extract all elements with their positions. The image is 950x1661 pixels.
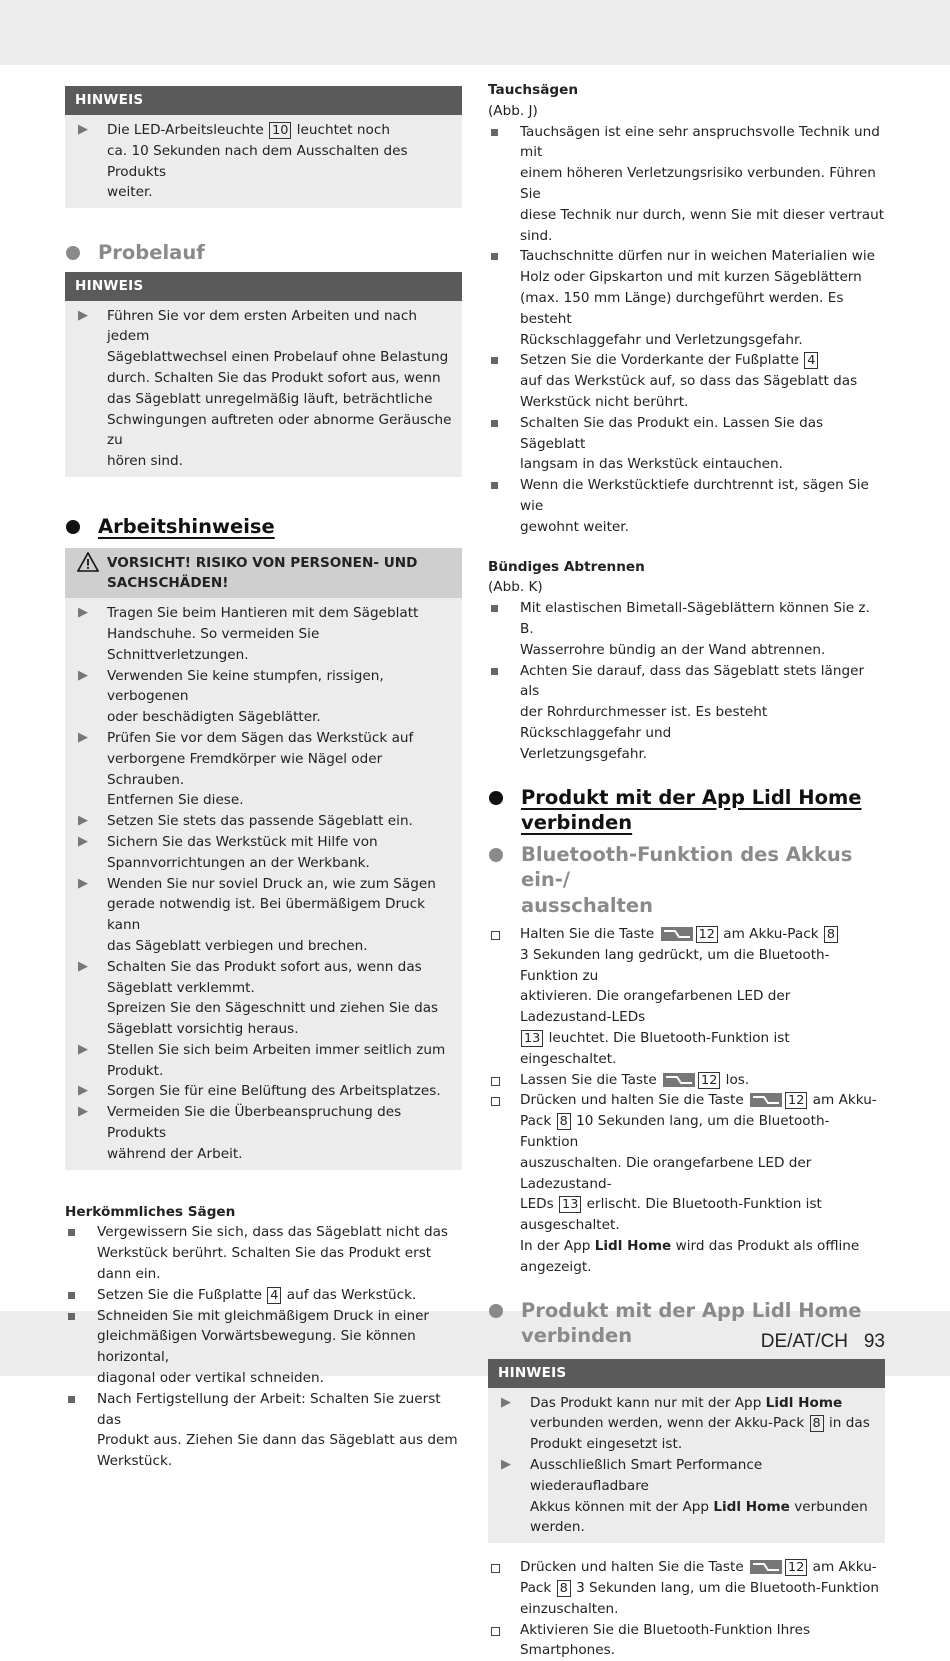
list-item: ▶ Ausschließlich Smart Performance wiederaufladbare Akkus können mit der App Lidl Home verbunden werden. [501, 1456, 868, 1536]
list-item: Schalten Sie das Produkt ein. Lassen Sie das Sägeblatt langsam in das Werkstück eintauchen. [488, 413, 885, 475]
arrow-bullet-icon: ▶ [78, 1041, 88, 1057]
top-band [0, 0, 950, 65]
reference-number: 12 [698, 1072, 720, 1089]
reference-number: 8 [824, 926, 838, 943]
reference-number: 4 [804, 352, 818, 369]
warning-list [65, 598, 462, 1170]
list-item: ▶ Vermeiden Sie die Überbeanspruchung des Produkts während der Arbeit. [78, 1104, 402, 1162]
square-bullet-icon [491, 605, 498, 612]
list-item: ▶ Tragen Sie beim Hantieren mit dem Sägeblatt Handschuhe. So vermeiden Sie Schnittverletzungen. [78, 605, 419, 663]
step-item: Aktivieren Sie die Bluetooth-Funktion Ihres Smartphones. [488, 1620, 885, 1661]
reference-number: 12 [696, 926, 718, 943]
arrow-bullet-icon: ▶ [501, 1394, 511, 1410]
list-item: ▶ Setzen Sie stets das passende Sägeblatt ein. [75, 811, 452, 832]
square-bullet-icon [68, 1229, 75, 1236]
subheading: Tauchsägen [488, 82, 578, 98]
list-item: ▶ Wenden Sie nur soviel Druck an, wie zum Sägen gerade notwendig ist. Bei übermäßigem Druck kann das Sägeblatt verbiegen und brechen. [78, 875, 436, 954]
list-item: Vergewissern Sie sich, dass das Sägeblatt nicht das Werkstück berührt. Schalten Sie das Produkt erst dann ein. [65, 1222, 462, 1284]
square-bullet-icon [491, 253, 498, 260]
list-item: ▶ Die LED-Arbeitsleuchte 10 leuchtet noch ca. 10 Sekunden nach dem Ausschalten des Produkts weiter. [78, 122, 408, 201]
bullet-dot-icon [66, 246, 80, 260]
hinweis-box [488, 1359, 885, 1544]
square-bullet-icon [491, 482, 498, 489]
hinweis-box [65, 86, 462, 208]
reference-number: 13 [521, 1030, 543, 1047]
reference-number: 12 [785, 1092, 807, 1109]
square-bullet-icon [68, 1396, 75, 1403]
right-column [488, 80, 885, 1661]
hinweis-box [65, 272, 462, 477]
step-item: Halten Sie die Taste 12 am Akku-Pack 8 3 Sekunden lang gedrückt, um die Bluetooth-Funktion zu aktivieren. Die orangefarbenen LED der Ladezustand-LEDs 13 leuchtet. Die Bluetooth-Funktion ist eingeschaltet. [488, 924, 885, 1070]
warning-box [65, 548, 462, 1170]
arrow-bullet-icon: ▶ [501, 1456, 511, 1472]
list-item: ▶ Sorgen Sie für eine Belüftung des Arbeitsplatzes. [75, 1081, 452, 1102]
square-bullet-icon [491, 129, 498, 136]
figure-reference: (Abb. J) [488, 102, 538, 119]
list-item: Tauchschnitte dürfen nur in weichen Materialien wie Holz oder Gipskarton und mit kurzen Sägeblättern (max. 150 mm Länge) durchgeführt werden. Es besteht Rückschlaggefahr und Verletzungsgefahr. [488, 246, 885, 350]
warning-title: VORSICHT! RISIKO VON PERSONEN- UND SACHSCHÄDEN! [65, 548, 462, 599]
square-bullet-icon [491, 357, 498, 364]
hinweis-title: HINWEIS [488, 1359, 885, 1388]
reference-number: 8 [557, 1113, 571, 1130]
reference-number: 8 [557, 1580, 571, 1597]
reference-number: 10 [269, 122, 291, 139]
arrow-bullet-icon: ▶ [78, 875, 88, 891]
list-item: Setzen Sie die Vorderkante der Fußplatte 4 auf das Werkstück auf, so dass das Sägeblatt das Werkstück nicht berührt. [488, 350, 885, 412]
hinweis-title: HINWEIS [65, 272, 462, 301]
reference-number: 12 [785, 1559, 807, 1576]
step-item: Lassen Sie die Taste 12 los. [488, 1070, 885, 1091]
arrow-bullet-icon: ▶ [78, 729, 88, 745]
list-item: Wenn die Werkstücktiefe durchtrennt ist, sägen Sie wie gewohnt weiter. [488, 475, 885, 537]
list-item: ▶ Stellen Sie sich beim Arbeiten immer seitlich zum Produkt. [78, 1041, 446, 1079]
arrow-bullet-icon: ▶ [78, 122, 88, 137]
list-item: Tauchsägen ist eine sehr anspruchsvolle Technik und mit einem höheren Verletzungsrisiko verbunden. Führen Sie diese Technik nur durch, wenn Sie mit dieser vertraut sind. [488, 122, 885, 247]
list-item: Mit elastischen Bimetall-Sägeblättern können Sie z. B. Wasserrohre bündig an der Wand abtrennen. [488, 598, 885, 660]
open-square-bullet-icon [491, 1097, 500, 1106]
list-item: ▶ Sichern Sie das Werkstück mit Hilfe von Spannvorrichtungen an der Werkbank. [78, 833, 378, 871]
list-item: ▶ Prüfen Sie vor dem Sägen das Werkstück auf verborgene Fremdkörper wie Nägel oder Schrauben. Entfernen Sie diese. [78, 729, 414, 809]
arrow-bullet-icon: ▶ [78, 833, 88, 849]
subheading: Herkömmliches Sägen [65, 1203, 236, 1220]
bluetooth-key-icon [663, 1073, 695, 1087]
arrow-bullet-icon: ▶ [78, 1104, 88, 1120]
list-item: ▶ Schalten Sie das Produkt sofort aus, wenn das Sägeblatt verklemmt. Spreizen Sie den Sägeschnitt und ziehen Sie das Sägeblatt vorsichtig heraus. [78, 958, 439, 1038]
section-heading: Bluetooth-Funktion des Akkus ein-/ ausschalten [488, 842, 885, 919]
bullet-dot-icon [489, 1304, 503, 1318]
arrow-bullet-icon: ▶ [78, 813, 88, 829]
left-column [65, 86, 462, 1472]
bluetooth-key-icon [750, 1093, 782, 1107]
figure-reference: (Abb. K) [488, 579, 543, 596]
warning-icon [77, 552, 99, 572]
list-item: ▶ Führen Sie vor dem ersten Arbeiten und nach jedem Sägeblattwechsel einen Probelauf ohne Belastung durch. Schalten Sie das Produkt sofort aus, wenn das Sägeblatt unregelmäßig läuft, beträchtliche Schwingungen auftreten oder abnorme Geräusche zu hören sind. [78, 307, 452, 470]
arrow-bullet-icon: ▶ [78, 307, 88, 323]
bullet-dot-icon [489, 791, 503, 805]
list-item: Nach Fertigstellung der Arbeit: Schalten Sie zuerst das Produkt aus. Ziehen Sie dann das Sägeblatt aus dem Werkstück. [65, 1389, 462, 1472]
section-heading: Arbeitshinweise [65, 514, 462, 540]
bluetooth-key-icon [750, 1560, 782, 1574]
reference-number: 13 [559, 1196, 581, 1213]
section-heading: Probelauf [65, 240, 462, 266]
list-item: ▶ Verwenden Sie keine stumpfen, rissigen, verbogenen oder beschädigten Sägeblätter. [78, 667, 384, 726]
arrow-bullet-icon: ▶ [78, 958, 88, 974]
bluetooth-key-icon [661, 927, 693, 941]
open-square-bullet-icon [491, 931, 500, 940]
square-bullet-icon [68, 1313, 75, 1320]
list-item: Schneiden Sie mit gleichmäßigem Druck in einer gleichmäßigen Vorwärtsbewegung. Sie können horizontal, diagonal oder vertikal schneiden. [65, 1306, 462, 1389]
step-item: Drücken und halten Sie die Taste 12 am Akku- Pack 8 10 Sekunden lang, um die Bluetooth-Funktion auszuschalten. Die orangefarbene LED der Ladezustand- LEDs 13 erlischt. Die Bluetooth-Funktion ist ausgeschaltet. In der App Lidl Home wird das Produkt als offline angezeigt. [488, 1090, 885, 1277]
reference-number: 4 [267, 1287, 281, 1304]
arrow-bullet-icon: ▶ [78, 1083, 88, 1099]
subheading: Bündiges Abtrennen [488, 558, 645, 575]
list-item: Achten Sie darauf, dass das Sägeblatt stets länger als der Rohrdurchmesser ist. Es besteht Rückschlaggefahr und Verletzungsgefahr. [488, 661, 885, 765]
square-bullet-icon [68, 1292, 75, 1299]
reference-number: 8 [810, 1415, 824, 1432]
hinweis-title: HINWEIS [65, 86, 462, 115]
list-item: ▶ Das Produkt kann nur mit der App Lidl Home verbunden werden, wenn der Akku-Pack 8 in das Produkt eingesetzt ist. [501, 1394, 870, 1453]
step-item: Drücken und halten Sie die Taste 12 am Akku- Pack 8 3 Sekunden lang, um die Bluetooth-Funktion einzuschalten. [488, 1557, 885, 1619]
arrow-bullet-icon: ▶ [78, 605, 88, 621]
bullet-dot-icon [489, 848, 503, 862]
square-bullet-icon [491, 420, 498, 427]
open-square-bullet-icon [491, 1627, 500, 1636]
arrow-bullet-icon: ▶ [78, 667, 88, 683]
bullet-dot-icon [66, 520, 80, 534]
section-heading: Produkt mit der App Lidl Home verbinden [488, 1298, 885, 1349]
square-bullet-icon [491, 668, 498, 675]
page-number: 93 [863, 1331, 885, 1352]
language-code: DE/AT/CH [760, 1331, 849, 1352]
section-heading: Produkt mit der App Lidl Home verbinden [488, 785, 885, 836]
open-square-bullet-icon [491, 1077, 500, 1086]
open-square-bullet-icon [491, 1564, 500, 1573]
page-footer [740, 1332, 885, 1353]
list-item: Setzen Sie die Fußplatte 4 auf das Werkstück. [65, 1285, 462, 1306]
